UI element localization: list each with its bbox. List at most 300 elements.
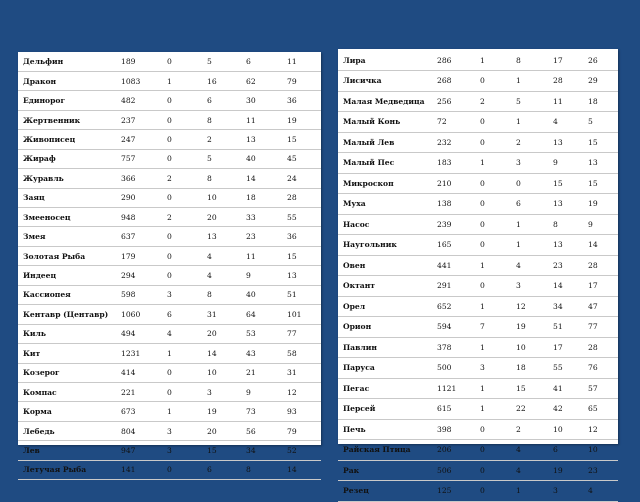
table-row (338, 173, 618, 194)
table-cell: 179 (116, 246, 162, 265)
table-cell: 637 (116, 227, 162, 246)
table-cell: 18 (511, 358, 548, 379)
table-cell: 291 (432, 276, 475, 297)
table-cell: 11 (241, 246, 282, 265)
table-cell: 20 (202, 324, 241, 343)
table-cell: 51 (282, 285, 321, 304)
constellation-name-cell: Лира (338, 50, 432, 71)
table-cell: 9 (548, 153, 583, 174)
table-cell: 1 (511, 235, 548, 256)
constellation-name-cell: Козерог (18, 363, 116, 382)
table-cell: 19 (202, 402, 241, 421)
table-cell: 12 (511, 296, 548, 317)
table-row (338, 194, 618, 215)
table-cell: 8 (202, 110, 241, 129)
table-row (18, 324, 321, 343)
table-cell: 8 (241, 460, 282, 479)
table-cell: 76 (583, 358, 618, 379)
constellation-name-cell: Орион (338, 317, 432, 338)
table-cell: 500 (432, 358, 475, 379)
table-cell: 18 (241, 188, 282, 207)
table-cell: 0 (475, 194, 511, 215)
constellation-table-left (18, 52, 321, 475)
table-cell: 232 (432, 132, 475, 153)
table-cell: 22 (511, 399, 548, 420)
table-row (18, 52, 321, 71)
constellation-name-cell: Персей (338, 399, 432, 420)
table-cell: 6 (202, 460, 241, 479)
constellation-name-cell: Кит (18, 344, 116, 363)
constellation-name-cell: Киль (18, 324, 116, 343)
table-cell: 1 (162, 71, 202, 90)
table-cell: 1060 (116, 305, 162, 324)
table-cell: 18 (583, 91, 618, 112)
table-cell: 13 (548, 132, 583, 153)
table-cell: 52 (282, 441, 321, 460)
table-cell: 0 (475, 440, 511, 461)
table-cell: 28 (583, 337, 618, 358)
table-cell: 15 (548, 173, 583, 194)
table-cell: 34 (241, 441, 282, 460)
table-cell: 1121 (432, 378, 475, 399)
constellation-name-cell: Дракон (18, 71, 116, 90)
table-cell: 268 (432, 71, 475, 92)
table-cell: 3 (511, 153, 548, 174)
table-cell: 5 (202, 52, 241, 71)
table-row (18, 363, 321, 382)
table-cell: 14 (202, 344, 241, 363)
table-cell: 8 (548, 214, 583, 235)
table-cell: 23 (548, 255, 583, 276)
table-cell: 0 (162, 363, 202, 382)
table-row (338, 358, 618, 379)
table-cell: 31 (282, 363, 321, 382)
table-cell: 0 (475, 419, 511, 440)
table-cell: 0 (162, 382, 202, 401)
table-cell: 1 (511, 481, 548, 502)
table-row (338, 296, 618, 317)
table-cell: 55 (282, 208, 321, 227)
table-cell: 9 (241, 382, 282, 401)
table-cell: 6 (162, 305, 202, 324)
table-row (338, 71, 618, 92)
table-cell: 79 (282, 421, 321, 440)
table-cell: 0 (162, 91, 202, 110)
table-cell: 0 (162, 130, 202, 149)
table-row (18, 441, 321, 460)
table-cell: 15 (583, 173, 618, 194)
table-cell: 14 (548, 276, 583, 297)
table-row (18, 402, 321, 421)
table-cell: 13 (202, 227, 241, 246)
table-cell: 10 (583, 440, 618, 461)
table-cell: 2 (202, 130, 241, 149)
table-cell: 7 (475, 317, 511, 338)
table-cell: 21 (241, 363, 282, 382)
table-row (18, 246, 321, 265)
constellation-name-cell: Лебедь (18, 421, 116, 440)
table-row (18, 169, 321, 188)
table-cell: 28 (583, 255, 618, 276)
table-cell: 65 (583, 399, 618, 420)
table-cell: 5 (583, 112, 618, 133)
table-cell: 10 (511, 337, 548, 358)
constellation-name-cell: Живописец (18, 130, 116, 149)
table-cell: 10 (202, 363, 241, 382)
table-row (338, 481, 618, 502)
table-cell: 1 (475, 50, 511, 71)
table-row (338, 235, 618, 256)
table-cell: 17 (548, 50, 583, 71)
table-row (338, 399, 618, 420)
table-cell: 6 (548, 440, 583, 461)
table-cell: 0 (162, 52, 202, 71)
constellation-name-cell: Муха (338, 194, 432, 215)
table-row (338, 214, 618, 235)
table-cell: 210 (432, 173, 475, 194)
table-row (338, 317, 618, 338)
table-row (18, 71, 321, 90)
table-cell: 0 (162, 227, 202, 246)
table-cell: 77 (282, 324, 321, 343)
table-cell: 26 (583, 50, 618, 71)
table-row (338, 276, 618, 297)
constellation-name-cell: Лев (18, 441, 116, 460)
table-cell: 0 (475, 71, 511, 92)
table-cell: 1 (511, 112, 548, 133)
table-row (338, 255, 618, 276)
table-cell: 0 (475, 460, 511, 481)
table-cell: 13 (241, 130, 282, 149)
table-cell: 1 (511, 214, 548, 235)
table-cell: 4 (511, 460, 548, 481)
table-cell: 2 (511, 132, 548, 153)
table-cell: 53 (241, 324, 282, 343)
table-cell: 4 (511, 255, 548, 276)
table-cell: 17 (548, 337, 583, 358)
table-cell: 12 (583, 419, 618, 440)
table-row (18, 460, 321, 479)
table-cell: 15 (202, 441, 241, 460)
table-cell: 0 (162, 460, 202, 479)
table-cell: 0 (475, 173, 511, 194)
table-cell: 72 (432, 112, 475, 133)
table-cell: 3 (548, 481, 583, 502)
table-cell: 4 (202, 246, 241, 265)
table-cell: 11 (241, 110, 282, 129)
table-cell: 3 (162, 421, 202, 440)
table-cell: 0 (475, 214, 511, 235)
table-cell: 20 (202, 208, 241, 227)
table-cell: 31 (202, 305, 241, 324)
table-row (18, 305, 321, 324)
constellation-name-cell: Малая Медведица (338, 91, 432, 112)
table-cell: 3 (202, 382, 241, 401)
table-cell: 4 (548, 112, 583, 133)
table-cell: 757 (116, 149, 162, 168)
table-cell: 673 (116, 402, 162, 421)
table-row (18, 91, 321, 110)
table-cell: 948 (116, 208, 162, 227)
table-cell: 4 (583, 481, 618, 502)
table-cell: 19 (511, 317, 548, 338)
table-cell: 3 (475, 358, 511, 379)
table-cell: 13 (548, 235, 583, 256)
table-cell: 20 (202, 421, 241, 440)
data-table (18, 52, 321, 480)
table-cell: 11 (282, 52, 321, 71)
table-cell: 0 (475, 112, 511, 133)
table-cell: 141 (116, 460, 162, 479)
table-row (338, 91, 618, 112)
table-row (338, 132, 618, 153)
table-cell: 0 (162, 188, 202, 207)
constellation-table-right (338, 49, 618, 496)
constellation-name-cell: Кентавр (Центавр) (18, 305, 116, 324)
table-cell: 0 (475, 235, 511, 256)
table-cell: 12 (282, 382, 321, 401)
table-row (338, 112, 618, 133)
table-body (18, 52, 321, 480)
table-cell: 0 (162, 246, 202, 265)
table-cell: 101 (282, 305, 321, 324)
table-cell: 13 (548, 194, 583, 215)
table-cell: 0 (475, 276, 511, 297)
constellation-name-cell: Пегас (338, 378, 432, 399)
table-row (338, 419, 618, 440)
table-cell: 1 (162, 344, 202, 363)
constellation-name-cell: Насос (338, 214, 432, 235)
table-cell: 0 (511, 173, 548, 194)
table-cell: 0 (162, 110, 202, 129)
table-cell: 189 (116, 52, 162, 71)
table-cell: 286 (432, 50, 475, 71)
constellation-name-cell: Змея (18, 227, 116, 246)
table-cell: 14 (282, 460, 321, 479)
table-cell: 947 (116, 441, 162, 460)
table-cell: 2 (475, 91, 511, 112)
table-cell: 2 (511, 419, 548, 440)
table-cell: 43 (241, 344, 282, 363)
table-cell: 494 (116, 324, 162, 343)
table-row (338, 153, 618, 174)
table-cell: 290 (116, 188, 162, 207)
table-row (338, 440, 618, 461)
constellation-name-cell: Компас (18, 382, 116, 401)
table-cell: 42 (548, 399, 583, 420)
table-cell: 8 (202, 169, 241, 188)
constellation-name-cell: Райская Птица (338, 440, 432, 461)
table-cell: 4 (162, 324, 202, 343)
table-cell: 0 (475, 132, 511, 153)
table-cell: 55 (548, 358, 583, 379)
table-cell: 594 (432, 317, 475, 338)
table-cell: 6 (511, 194, 548, 215)
table-row (18, 188, 321, 207)
table-cell: 1 (475, 399, 511, 420)
table-cell: 3 (162, 441, 202, 460)
table-cell: 11 (548, 91, 583, 112)
table-cell: 4 (202, 266, 241, 285)
table-row (18, 421, 321, 440)
table-cell: 19 (282, 110, 321, 129)
table-cell: 1 (475, 378, 511, 399)
table-body (338, 50, 618, 501)
constellation-name-cell: Павлин (338, 337, 432, 358)
constellation-name-cell: Резец (338, 481, 432, 502)
table-row (18, 285, 321, 304)
table-row (338, 337, 618, 358)
table-cell: 247 (116, 130, 162, 149)
table-cell: 56 (241, 421, 282, 440)
table-cell: 14 (583, 235, 618, 256)
table-cell: 4 (511, 440, 548, 461)
table-cell: 414 (116, 363, 162, 382)
table-cell: 441 (432, 255, 475, 276)
table-cell: 239 (432, 214, 475, 235)
table-cell: 378 (432, 337, 475, 358)
table-cell: 9 (583, 214, 618, 235)
table-row (18, 149, 321, 168)
constellation-name-cell: Кассиопея (18, 285, 116, 304)
table-cell: 294 (116, 266, 162, 285)
table-cell: 598 (116, 285, 162, 304)
constellation-name-cell: Жертвенник (18, 110, 116, 129)
table-cell: 6 (202, 91, 241, 110)
table-cell: 237 (116, 110, 162, 129)
table-cell: 165 (432, 235, 475, 256)
table-row (338, 378, 618, 399)
table-row (18, 344, 321, 363)
constellation-name-cell: Малый Лев (338, 132, 432, 153)
table-cell: 183 (432, 153, 475, 174)
table-cell: 36 (282, 91, 321, 110)
table-cell: 17 (583, 276, 618, 297)
table-cell: 23 (241, 227, 282, 246)
table-row (18, 130, 321, 149)
constellation-name-cell: Корма (18, 402, 116, 421)
constellation-name-cell: Заяц (18, 188, 116, 207)
table-cell: 40 (241, 285, 282, 304)
table-cell: 0 (475, 481, 511, 502)
constellation-name-cell: Журавль (18, 169, 116, 188)
table-cell: 2 (162, 208, 202, 227)
table-cell: 19 (583, 194, 618, 215)
table-cell: 1 (475, 153, 511, 174)
table-cell: 15 (282, 246, 321, 265)
table-cell: 73 (241, 402, 282, 421)
constellation-name-cell: Летучая Рыба (18, 460, 116, 479)
constellation-name-cell: Единорог (18, 91, 116, 110)
table-cell: 19 (548, 460, 583, 481)
table-cell: 13 (583, 153, 618, 174)
table-cell: 14 (241, 169, 282, 188)
table-row (338, 50, 618, 71)
table-cell: 15 (583, 132, 618, 153)
table-row (18, 382, 321, 401)
constellation-name-cell: Лисичка (338, 71, 432, 92)
table-row (18, 208, 321, 227)
constellation-name-cell: Микроскоп (338, 173, 432, 194)
table-cell: 93 (282, 402, 321, 421)
table-cell: 8 (202, 285, 241, 304)
constellation-name-cell: Малый Конь (338, 112, 432, 133)
constellation-name-cell: Рак (338, 460, 432, 481)
table-cell: 47 (583, 296, 618, 317)
constellation-name-cell: Овен (338, 255, 432, 276)
table-cell: 34 (548, 296, 583, 317)
table-cell: 1 (475, 255, 511, 276)
table-cell: 62 (241, 71, 282, 90)
constellation-name-cell: Печь (338, 419, 432, 440)
table-cell: 6 (241, 52, 282, 71)
table-cell: 28 (282, 188, 321, 207)
table-cell: 804 (116, 421, 162, 440)
constellation-name-cell: Золотая Рыба (18, 246, 116, 265)
table-cell: 138 (432, 194, 475, 215)
table-cell: 1 (475, 337, 511, 358)
table-cell: 79 (282, 71, 321, 90)
table-cell: 3 (511, 276, 548, 297)
constellation-name-cell: Индеец (18, 266, 116, 285)
constellation-name-cell: Паруса (338, 358, 432, 379)
table-cell: 206 (432, 440, 475, 461)
table-row (18, 266, 321, 285)
table-cell: 58 (282, 344, 321, 363)
constellation-name-cell: Октант (338, 276, 432, 297)
table-cell: 41 (548, 378, 583, 399)
table-cell: 8 (511, 50, 548, 71)
table-row (18, 110, 321, 129)
table-cell: 652 (432, 296, 475, 317)
constellation-name-cell: Дельфин (18, 52, 116, 71)
constellation-name-cell: Змееносец (18, 208, 116, 227)
table-cell: 15 (282, 130, 321, 149)
table-cell: 24 (282, 169, 321, 188)
table-cell: 77 (583, 317, 618, 338)
table-row (338, 460, 618, 481)
table-cell: 1083 (116, 71, 162, 90)
table-cell: 23 (583, 460, 618, 481)
table-cell: 506 (432, 460, 475, 481)
table-cell: 1 (475, 296, 511, 317)
table-cell: 13 (282, 266, 321, 285)
table-cell: 0 (162, 149, 202, 168)
table-cell: 57 (583, 378, 618, 399)
table-cell: 125 (432, 481, 475, 502)
table-cell: 482 (116, 91, 162, 110)
table-cell: 256 (432, 91, 475, 112)
table-cell: 3 (162, 285, 202, 304)
table-cell: 45 (282, 149, 321, 168)
table-cell: 615 (432, 399, 475, 420)
table-cell: 30 (241, 91, 282, 110)
table-cell: 10 (548, 419, 583, 440)
table-cell: 1 (511, 71, 548, 92)
table-cell: 64 (241, 305, 282, 324)
data-table (338, 50, 618, 502)
table-cell: 51 (548, 317, 583, 338)
table-cell: 9 (241, 266, 282, 285)
table-cell: 33 (241, 208, 282, 227)
constellation-name-cell: Наугольник (338, 235, 432, 256)
table-cell: 1231 (116, 344, 162, 363)
table-cell: 5 (511, 91, 548, 112)
table-cell: 0 (162, 266, 202, 285)
table-cell: 2 (162, 169, 202, 188)
constellation-name-cell: Жираф (18, 149, 116, 168)
constellation-name-cell: Орел (338, 296, 432, 317)
